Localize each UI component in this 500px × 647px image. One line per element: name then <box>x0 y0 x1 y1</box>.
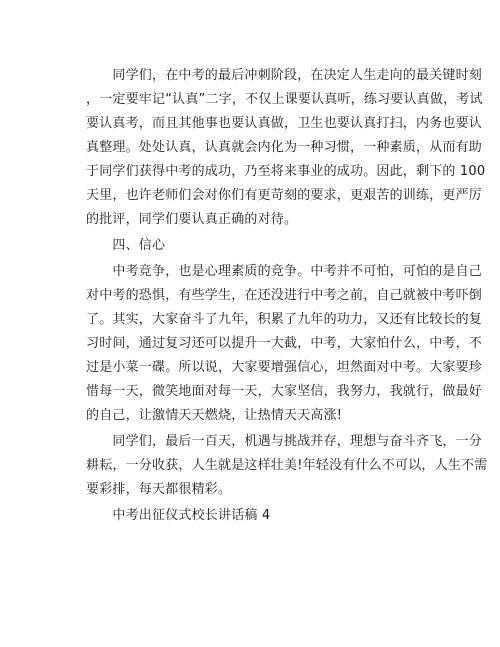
text-line: 要认真考，而且其他事也要认真做，卫生也要认真打扫，内务也要认 <box>86 116 483 131</box>
text-line: 真整理。处处认真，认真就会内化为一种习惯，一种素质，从而有助 <box>86 140 483 155</box>
text-line: 对中考的恐惧，有些学生，在还没进行中考之前，自己就被中考吓倒 <box>86 288 483 303</box>
text-line: 惜每一天，微笑地面对每一天，大家坚信，我努力，我就行，做最好 <box>86 384 483 399</box>
text-line: 同学们，最后一百天，机遇与挑战并存，理想与奋斗齐飞，一分 <box>86 434 483 449</box>
text-line: 天里，也许老师们会对你们有更苛刻的要求，更艰苦的训练，更严厉 <box>86 188 483 203</box>
text-line: 同学们，在中考的最后冲刺阶段，在决定人生走向的最关键时刻 <box>86 68 483 83</box>
section-heading: 中考出征仪式校长讲话稿 4 <box>86 508 271 523</box>
text-line: 的自己，让激情天天燃烧，让热情天天高涨! <box>86 408 343 423</box>
text-line: 中考竞争，也是心理素质的竞争。中考并不可怕，可怕的是自己 <box>86 264 483 279</box>
text-line: 的批评，同学们要认真正确的对待。 <box>86 212 298 227</box>
text-line: ，一定要牢记“认真”二字，不仅上课要认真听，练习要认真做，考试 <box>86 92 483 107</box>
text-line: 过是小菜一碟。所以说，大家要增强信心，坦然面对中考。大家要珍 <box>86 360 483 375</box>
text-line: 于同学们获得中考的成功，乃至将来事业的成功。因此，剩下的 100 <box>86 164 486 179</box>
text-line: 要彩排，每天都很精彩。 <box>86 482 232 497</box>
text-line: 耕耘，一分收获，人生就是这样壮美!年轻没有什么不可以，人生不需 <box>86 458 488 473</box>
text-line: 了。其实，大家奋斗了九年，积累了九年的功力，又还有比较长的复 <box>86 312 483 327</box>
text-line: 习时间，通过复习还可以提升一大截，中考，大家怕什么，中考，不 <box>86 336 483 351</box>
section-heading: 四、信心 <box>86 238 166 253</box>
